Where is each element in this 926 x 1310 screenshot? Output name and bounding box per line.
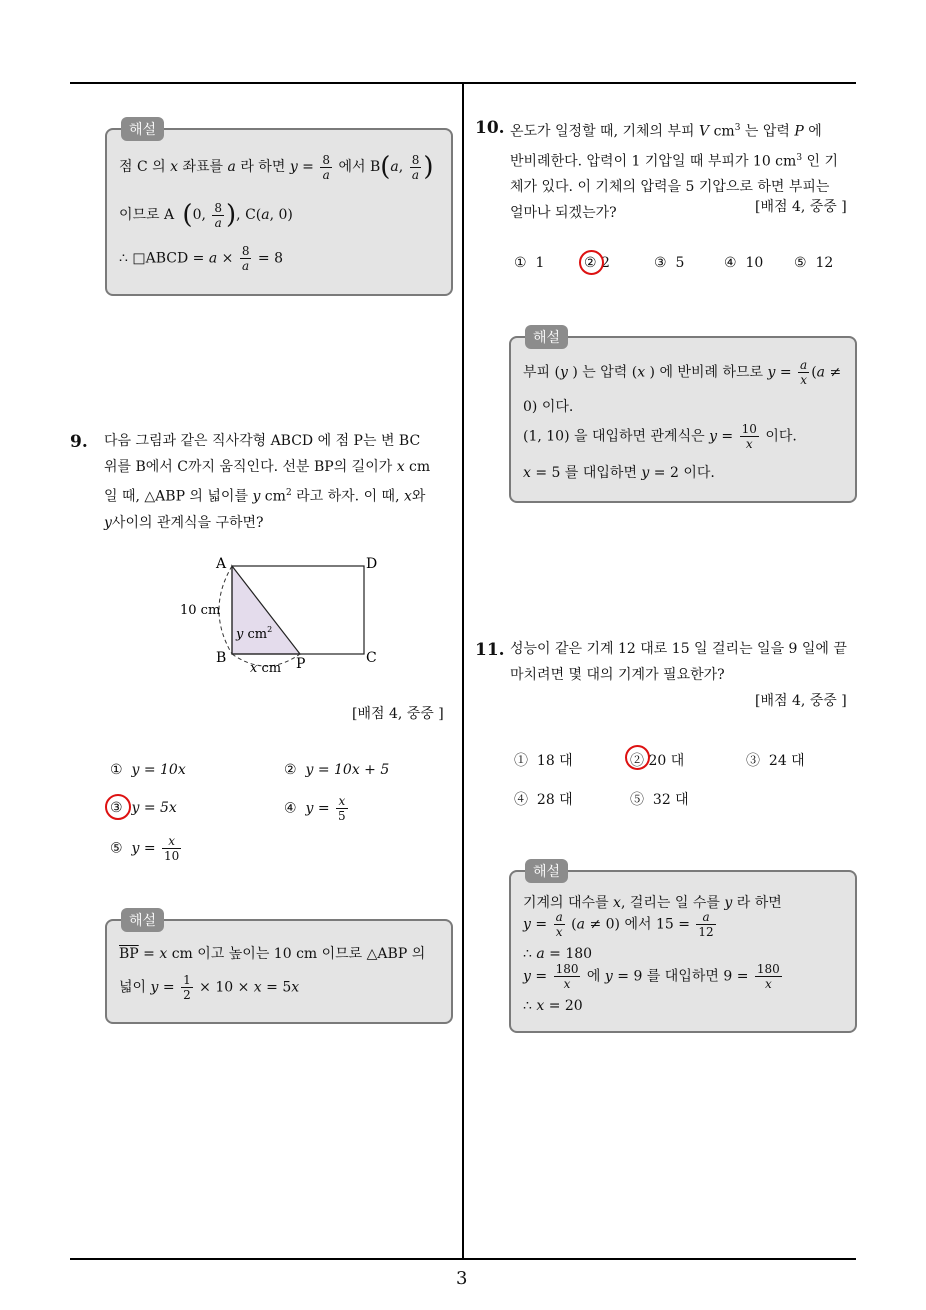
question-text: 다음 그림과 같은 직사각형 ABCD 에 점 P는 변 BC 위를 B에서 C까지 움직인다. 선분 BP의 길이가 x cm 일 때, △ABP 의 넓이를 y $cm^2$ 라고 하자. 이 때, x와 y사이의 관계식을 구하면? [104,433,431,531]
fraction: $\frac{a}{x}$ [555,910,563,939]
fraction: $\frac{8}{a}$ [214,200,223,230]
choice-4[interactable]: ④ 10 [724,255,764,271]
solution-line: 기계의 대수를 x, 걸리는 일 수를 y 라 하면 [523,895,782,911]
solution-box-q11 [509,864,857,1033]
question-text: 온도가 일정할 때, 기체의 부피 V $cm^3$ 는 압력 P 에 반비례한다. 압력이 1 기압일 때 부피가 10 $cm^3$ 인 기 체가 있다. 이 기체의 압력을 5 기압으로 하면 부피는 얼마나 되겠는가? [510,123,838,222]
choice-1[interactable]: ① 1 [514,255,545,271]
score-label: [배점 4, 중중 ] [755,693,847,709]
page-number: 3 [456,1268,468,1289]
score-label: [배점 4, 중중 ] [755,199,847,215]
solution-line: 점 C 의 x 좌표를 a 라 하면 y = $\frac{8}{a}$ 에서 B(a, $\frac{8}{a}$ ) [119,152,434,182]
fraction: $\frac{180}{x}$ [756,962,780,991]
choice-3[interactable]: ③ 24 대 [746,753,805,769]
label-b: B [216,650,227,666]
side-arc [219,566,232,654]
fraction: $\frac{x}{10}$ [164,834,180,863]
choice-4[interactable]: ④ 28 대 [514,792,573,808]
question-number: 9. [70,432,88,452]
fraction: $\frac{8}{a}$ [411,152,420,182]
solution-line: ∴ a = 180 [523,946,593,962]
score-label: [배점 4, 중중 ] [352,706,444,722]
choice-2[interactable]: ② 2 [584,255,610,271]
solution-line: ∴ □ABCD = a × $\frac{8}{a}$ = 8 [119,244,283,273]
fraction: $\frac{a}{12}$ [698,910,714,939]
fraction: $\frac{1}{2}$ [183,973,191,1002]
solution-line: 넓이 y = $\frac{1}{2}$ × 10 × x = 5x [119,973,300,1002]
selected-answer-circle [105,794,131,820]
choice-1[interactable]: ① 18 대 [514,753,573,769]
choice-3[interactable]: ③ 5 [654,255,685,271]
rectangle-figure [170,548,400,678]
choice-5[interactable]: ⑤ y = $\frac{x}{10}$ [110,834,180,863]
solution-line: x = 5 를 대입하면 y = 2 이다. [523,465,715,481]
question-text: 성능이 같은 기계 12 대로 15 일 걸리는 일을 9 일에 끝 마치려면 몇 대의 기계가 필요한가? [510,641,847,683]
choice-5[interactable]: ⑤ 32 대 [630,792,689,808]
solution-line: 0) 이다. [523,399,574,415]
solution-label: 해설 [525,325,568,349]
choice-5[interactable]: ⑤ 12 [794,255,834,271]
solution-line: $\overline{BP} = x$ cm 이고 높이는 10 cm 이므로 △ABP 의 [119,946,426,962]
solution-box-q9 [105,913,453,1024]
label-d: D [366,556,378,572]
bottom-rule [70,1258,856,1260]
solution-label: 해설 [121,908,164,932]
fraction: $\frac{180}{x}$ [555,962,579,991]
choice-2[interactable]: ② y = 10x + 5 [284,762,390,778]
fraction: $\frac{8}{a}$ [241,244,250,273]
solution-label: 해설 [525,859,568,883]
label-a: A [216,556,227,572]
solution-box-q10 [509,330,857,503]
label-p: P [296,656,306,672]
label-c: C [366,650,377,666]
fraction: $\frac{x}{5}$ [338,794,346,823]
question-number: 11. [475,640,505,660]
choice-2[interactable]: ② 20 대 [630,753,685,769]
question-number: 10. [475,118,505,138]
solution-line: y = $\frac{a}{x}$ (a ≠ 0) 에서 15 = $\frac{a}{12}$ [523,910,714,939]
label-area: y $cm^2$ [236,625,273,642]
label-side: 10 cm [180,603,221,618]
column-divider [462,82,464,1260]
solution-line: 이므로 A (0, $\frac{8}{a}$ ), C(a, 0) [119,200,293,230]
solution-line: 부피 (y ) 는 압력 (x ) 에 반비례 하므로 y = $\frac{a}{x}$ (a ≠ [523,358,842,387]
fraction: $\frac{8}{a}$ [322,152,331,182]
choice-1[interactable]: ① y = 10x [110,762,186,778]
solution-label: 해설 [121,117,164,141]
solution-box-q8 [105,122,453,296]
solution-line: ∴ x = 20 [523,998,583,1014]
selected-answer-circle [579,250,604,275]
fraction: $\frac{a}{x}$ [800,358,808,387]
solution-line: (1, 10) 을 대입하면 관계식은 y = $\frac{10}{x}$ 이다. [523,422,797,451]
solution-line: y = $\frac{180}{x}$ 에 y = 9 를 대입하면 9 = $\frac{180}{x}$ [523,962,780,991]
label-bp: x cm [250,661,282,676]
fraction: $\frac{10}{x}$ [741,422,757,451]
choice-4[interactable]: ④ y = $\frac{x}{5}$ [284,794,346,823]
selected-answer-circle [625,745,650,770]
choice-3[interactable]: ③ y = 5x [110,800,177,816]
